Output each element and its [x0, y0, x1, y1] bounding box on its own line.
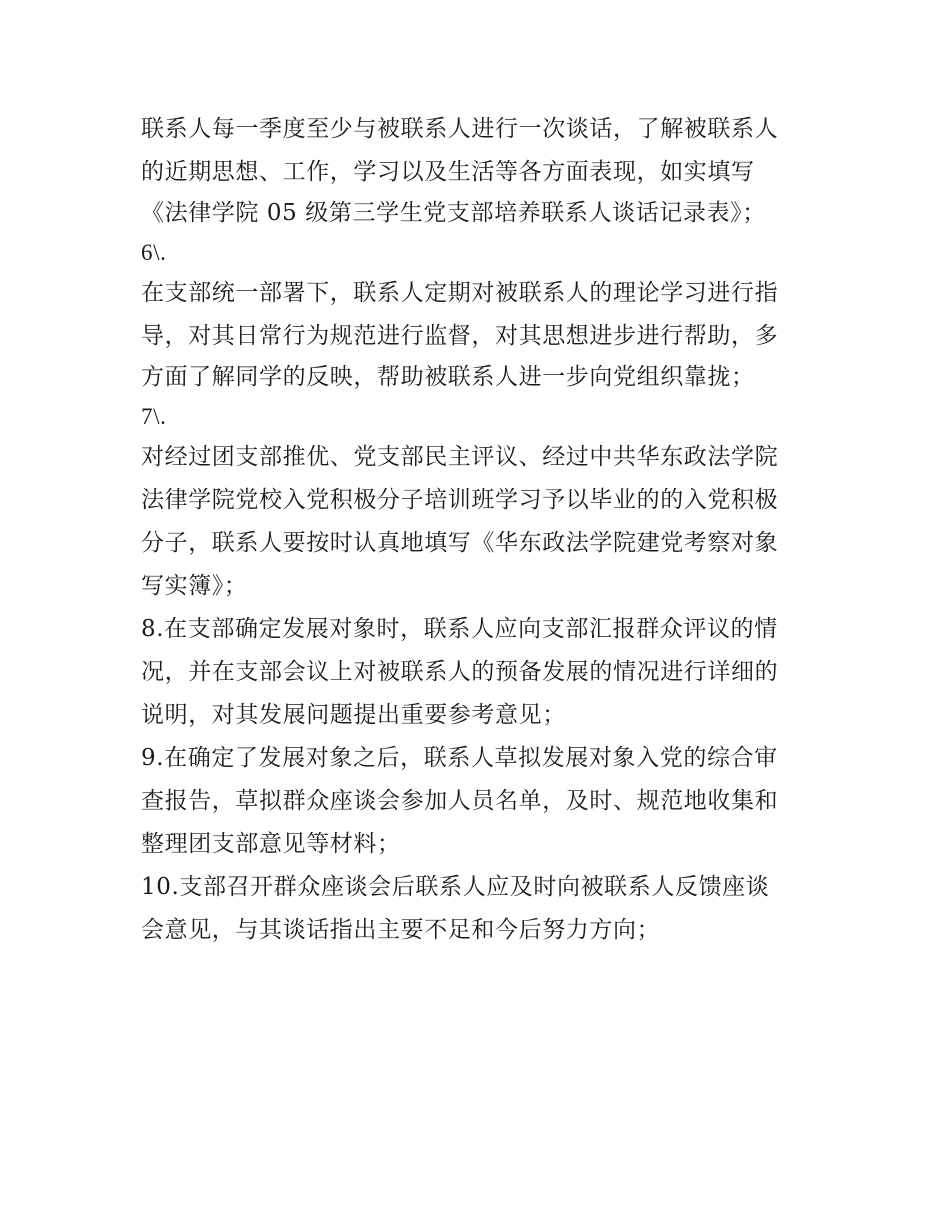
text-line: 9.在确定了发展对象之后，联系人草拟发展对象入党的综合审: [141, 745, 778, 771]
text-line: 分子，联系人要按时认真地填写《华东政法学院建党考察对象: [141, 530, 779, 556]
document-body: [141, 108, 831, 952]
text-line: 写实簿》；: [141, 573, 248, 599]
text-line: 8.在支部确定发展对象时，联系人应向支部汇报群众评议的情: [141, 616, 778, 642]
text-line: 说明，对其发展问题提出重要参考意见；: [141, 702, 566, 728]
text-line: 会意见，与其谈话指出主要不足和今后努力方向；: [141, 917, 661, 943]
text-line: 导，对其日常行为规范进行监督，对其思想进步进行帮助，多: [141, 323, 779, 349]
text-line: 在支部统一部署下，联系人定期对被联系人的理论学习进行指: [141, 280, 779, 306]
text-line: 的近期思想、工作，学习以及生活等各方面表现，如实填写: [141, 159, 755, 185]
list-number: 7\.: [141, 404, 167, 429]
text-line: 方面了解同学的反映，帮助被联系人进一步向党组织靠拢；: [141, 364, 755, 390]
list-number: 6\.: [141, 240, 167, 265]
text-line: 况，并在支部会议上对被联系人的预备发展的情况进行详细的: [141, 659, 779, 685]
text-line: 法律学院党校入党积极分子培训班学习予以毕业的的入党积极: [141, 487, 779, 513]
text-line: 对经过团支部推优、党支部民主评议、经过中共华东政法学院: [141, 444, 779, 470]
text-line: 10.支部召开群众座谈会后联系人应及时向被联系人反馈座谈: [141, 874, 770, 900]
text-line: 整理团支部意见等材料；: [141, 831, 401, 857]
text-line: 联系人每一季度至少与被联系人进行一次谈话，了解被联系人: [141, 116, 779, 142]
text-line: 《法律学院 05 级第三学生党支部培养联系人谈话记录表》；: [141, 200, 766, 226]
text-line: 查报告，草拟群众座谈会参加人员名单，及时、规范地收集和: [141, 788, 779, 814]
